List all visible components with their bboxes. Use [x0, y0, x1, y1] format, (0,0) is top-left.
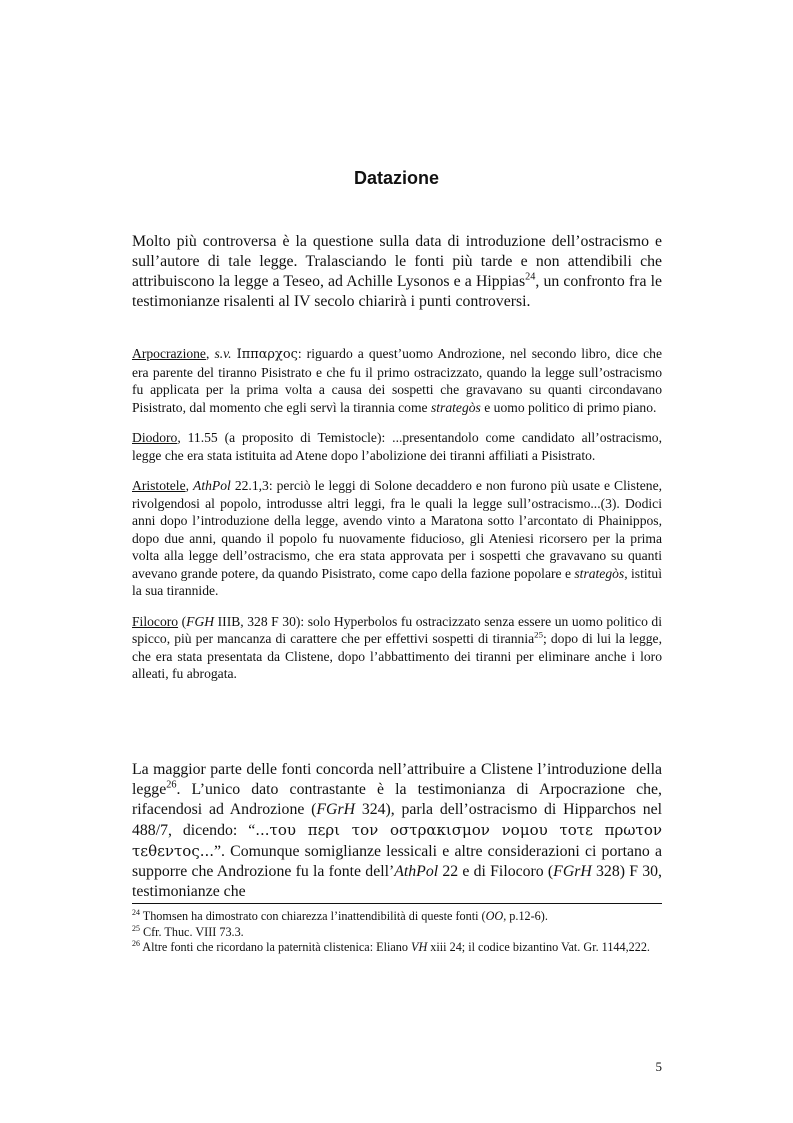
quote-arpocrazione	[132, 345, 662, 416]
quote-italic: strategòs	[430, 399, 481, 415]
quote-text: (	[178, 613, 187, 629]
quote-italic: strategòs	[574, 565, 625, 581]
footnotes	[132, 903, 662, 956]
main-text: . L’unico dato contrastante è la testimonianza di Arpocrazione che, rifacendosi ad Androzione (	[132, 781, 662, 818]
main-text: 22 e di Filocoro (	[438, 863, 554, 880]
page-title: Datazione	[353, 168, 440, 188]
main-text: 328) F 30, testimonianze che	[132, 863, 662, 900]
quote-aristotele	[132, 477, 662, 600]
page-number: 5	[655, 1059, 662, 1074]
intro-text: Molto più controversa è la questione sulla data di introduzione dell’ostracismo e sull’autore di tale legge. Tralasciando le fonti più tarde e non attendibili che attribuiscono la legge a Teseo, ad Achille Lysonos e a Hippias	[132, 233, 662, 290]
footnote-number: 26	[132, 938, 140, 948]
footnote-number: 25	[132, 923, 140, 933]
main-text: 324), parla dell’ostracismo di Hipparchos nel 488/7, dicendo: “	[132, 801, 662, 839]
footnote-ref-25: 25	[534, 629, 543, 640]
footnote-text: Cfr. Thuc. VIII 73.3.	[139, 924, 244, 939]
main-italic: FGrH	[316, 801, 356, 818]
quote-italic: AthPol	[193, 478, 231, 493]
footnote-ref-26: 26	[166, 779, 177, 791]
source-name: Aristotele	[132, 478, 186, 493]
source-name: Filocoro	[132, 613, 179, 629]
quote-text: : riguardo a quest’uomo Androzione, nel secondo libro, dice che era parente del tiranno Pisistrato e che fu il primo ostracizzato, quando la legge sull’ostracismo fu applicata per la prima volta a causa dei sospetti che gravavano su quanti circondavano Pisistrato, dal momento che egli servì la tirannia come	[132, 346, 663, 415]
footnote-text: Altre fonti che ricordano la paternità clistenica: Eliano	[139, 940, 411, 954]
quote-text: , 11.55 (a proposito di Temistocle): ...presentandolo come candidato all’ostracismo, legge che era stata istituita ad Atene dopo l’abolizione dei tiranni affiliati a Pisistrato.	[132, 430, 662, 463]
quote-text: ,	[205, 346, 215, 361]
greek-quote: ...του περι τον οστρακισμον νομου τοτε πρωτον τεθεντος...	[132, 821, 662, 860]
main-paragraph	[132, 760, 662, 902]
footnote-number: 24	[132, 907, 140, 917]
main-text: La maggior parte delle fonti concorda nell’attribuire a Clistene l’introduzione della legge	[132, 761, 662, 798]
footnote-ref-24: 24	[525, 271, 536, 283]
footnote-italic: OO,	[485, 909, 507, 923]
quote-text: 22.1,3: perciò le leggi di Solone decaddero e non furono più usate e Clistene, rivolgendosi al popolo, introdusse altri leggi, fra le quali la legge sull’ostracismo...(3). Dodici anni dopo l’introduzione della legge, avendo vinto a Maratona sotto l’arcontato di Phainippos, dopo due anni, quando il popolo fu nuovamente fiducioso, gli Ateniesi ricorsero per la prima volta alla legge dell’ostracismo, che era stata approvata per i sospetti che gravavano su quanti avevano grande potere, da quando Pisistrato, come capo della fazione popolare e	[132, 478, 663, 581]
source-name: Diodoro	[132, 430, 178, 445]
intro-text-after: , un confronto fra le testimonianze risalenti al IV secolo chiarirà i punti controversi.	[132, 273, 662, 310]
footnote-italic: VH	[411, 940, 428, 954]
footnote-25	[132, 925, 662, 941]
quote-italic: s.v.	[214, 346, 232, 361]
main-italic: FGrH	[553, 863, 592, 880]
source-quotes	[132, 345, 662, 696]
footnote-text: xiii 24; il codice bizantino Vat. Gr. 1144,222.	[427, 940, 650, 954]
footnote-text: p.12-6).	[506, 909, 548, 923]
quote-filocoro	[132, 613, 662, 683]
quote-text: ,	[185, 478, 194, 493]
quote-diodoro	[132, 429, 662, 464]
quote-text: e uomo politico di primo piano.	[480, 399, 657, 415]
intro-paragraph	[132, 232, 662, 312]
footnote-24	[132, 909, 662, 925]
quote-text: ; dopo di lui la legge, che era stata presentata da Clistene, dopo l’abbattimento dei tiranni per eliminare anche i loro alleati, fu abrogata.	[132, 631, 662, 681]
greek-term: Ιππαρχος	[236, 347, 298, 362]
main-italic: AthPol	[394, 863, 439, 880]
footnote-26	[132, 940, 662, 956]
quote-text: IIIB, 328 F 30): solo Hyperbolos fu ostracizzato senza essere un uomo politico di spicco, più per mancanza di carattere che per effettivi sospetti di tirannia	[132, 613, 662, 646]
quote-italic: FGH	[186, 613, 215, 629]
footnote-text: Thomsen ha dimostrato con chiarezza l’inattendibilità di queste fonti (	[139, 909, 486, 923]
source-name: Arpocrazione	[132, 346, 206, 361]
quote-text: , istituì la sua tirannide.	[132, 565, 663, 598]
main-text: ”. Comunque somiglianze lessicali e altre considerazioni ci portano a supporre che Androzione fu la fonte dell’	[132, 843, 662, 880]
